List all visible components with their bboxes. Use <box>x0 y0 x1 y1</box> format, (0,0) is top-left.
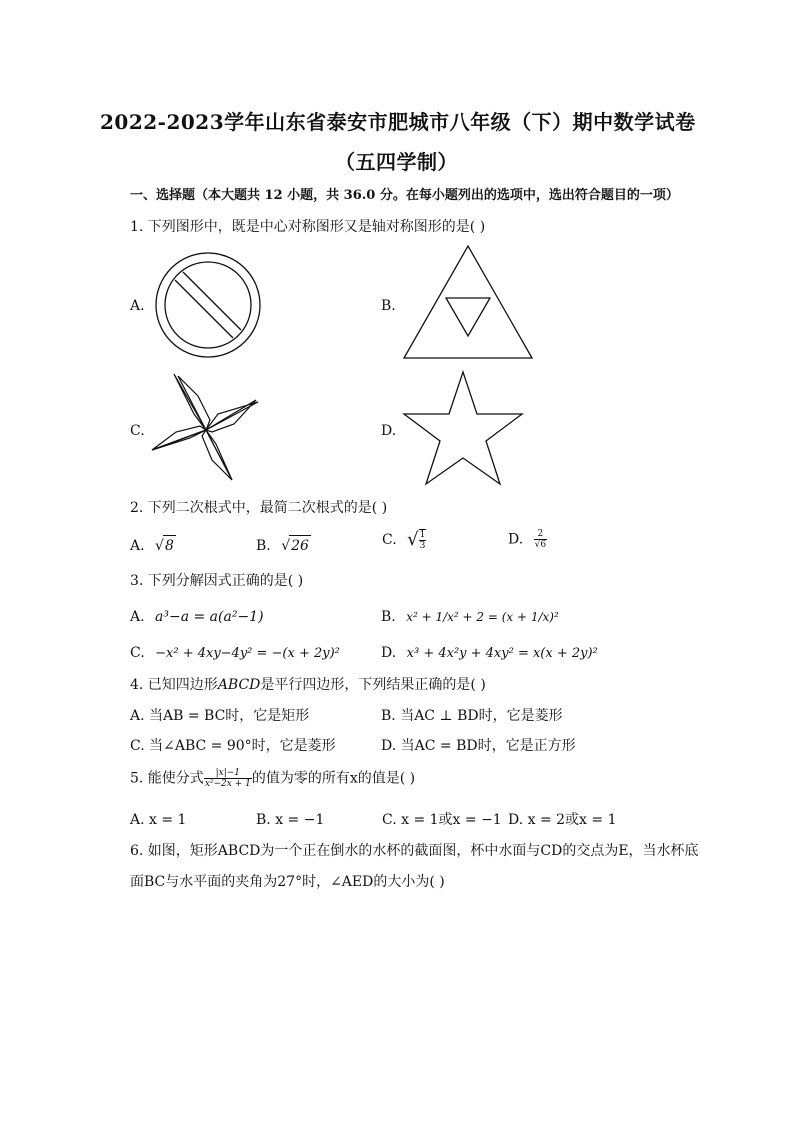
q3-option-a-label: A. <box>130 609 145 625</box>
q3-option-b <box>381 607 559 627</box>
question-1-stem: 1. 下列图形中，既是中心对称图形又是轴对称图形的是( ) <box>130 219 486 235</box>
q2-option-b <box>256 535 311 556</box>
q3-a-expr: a³−a = a(a²−1) <box>155 609 264 625</box>
q1-option-c-label: C. <box>130 423 145 439</box>
sqrt-sign: √ <box>281 538 291 554</box>
q5-fraction: $\frac{|x|-1}{\text{x²−2x + 1}}$ <box>204 768 251 789</box>
q5-option-b: B. x = −1 <box>256 812 325 828</box>
q2-option-d <box>508 529 547 550</box>
q5-option-c: C. x = 1或x = −1 <box>382 812 502 828</box>
q3-option-c <box>130 643 340 664</box>
sqrt-sign: √ <box>155 538 164 554</box>
q4-option-c: C. 当∠ABC = 90°时，它是菱形 <box>130 738 336 754</box>
q3-c-expr: −x² + 4xy−4y² = −(x + 2y)² <box>155 646 340 661</box>
question-2-stem: 2. 下列二次根式中，最简二次根式的是( ) <box>130 500 388 516</box>
question-6-line1: 6. 如图，矩形ABCD为一个正在倒水的水杯的截面图，杯中水面与CD的交点为E，当水杯底 <box>130 843 699 859</box>
q1-option-d-label: D. <box>381 423 397 439</box>
q2-d-fraction: $\frac{2}{√6}$ <box>534 529 547 550</box>
q5-option-a: A. x = 1 <box>130 812 187 828</box>
q1-option-a-label: A. <box>130 298 145 314</box>
q3-b-expr: x² + 1/x² + 2 = (x + 1/x)² <box>406 610 559 624</box>
q2-option-c-label: C. <box>382 532 397 548</box>
pinwheel-icon <box>150 372 260 482</box>
section-heading: 一、选择题（本大题共 12 小题，共 36.0 分。在每小题列出的选项中，选出符合题目的一项） <box>130 188 679 203</box>
q2-b-radicand: 26 <box>289 535 311 556</box>
five-point-star-icon <box>402 370 524 486</box>
q3-option-b-label: B. <box>381 609 396 625</box>
q4-option-d: D. 当AC = BD时，它是正方形 <box>381 738 576 754</box>
q3-option-d <box>381 643 598 664</box>
question-3-stem: 3. 下列分解因式正确的是( ) <box>130 573 304 589</box>
q3-option-d-label: D. <box>381 645 397 661</box>
q2-option-a <box>130 535 176 556</box>
sqrt-sign: √ <box>407 529 419 550</box>
question-4-stem: 4. 已知四边形ABCD是平行四边形，下列结果正确的是( ) <box>130 677 486 693</box>
exam-title-line2: （五四学制） <box>335 150 458 174</box>
exam-title-line1: 2022-2023学年山东省泰安市肥城市八年级（下）期中数学试卷 <box>100 110 696 134</box>
q2-option-b-label: B. <box>256 538 271 554</box>
q3-option-a <box>130 607 264 627</box>
q2-option-d-label: D. <box>508 531 524 548</box>
q4-option-a: A. 当AB = BC时，它是矩形 <box>130 708 310 724</box>
q2-option-c <box>382 529 426 551</box>
triangle-with-inner-triangle-icon <box>402 244 534 360</box>
q4-option-b: B. 当AC ⊥ BD时，它是菱形 <box>381 708 563 724</box>
q3-d-expr: x³ + 4x²y + 4xy² = x(x + 2y)² <box>406 646 598 661</box>
q2-a-radicand: 8 <box>163 535 176 556</box>
q1-option-b-label: B. <box>381 298 396 314</box>
q2-c-fraction: $\frac{1}{3}$ <box>419 530 426 551</box>
q5-option-d: D. x = 2或x = 1 <box>508 812 617 828</box>
q3-option-c-label: C. <box>130 645 145 661</box>
q2-option-a-label: A. <box>130 538 145 554</box>
circle-with-slash-icon <box>153 250 263 360</box>
question-6-line2: 面BC与水平面的夹角为27°时，∠AED的大小为( ) <box>130 874 445 890</box>
question-5-stem: 5. 能使分式 $\frac{|x|-1}{\text{x²−2x + 1}}$ 的值为零的所有x的值是( ) <box>130 768 416 789</box>
